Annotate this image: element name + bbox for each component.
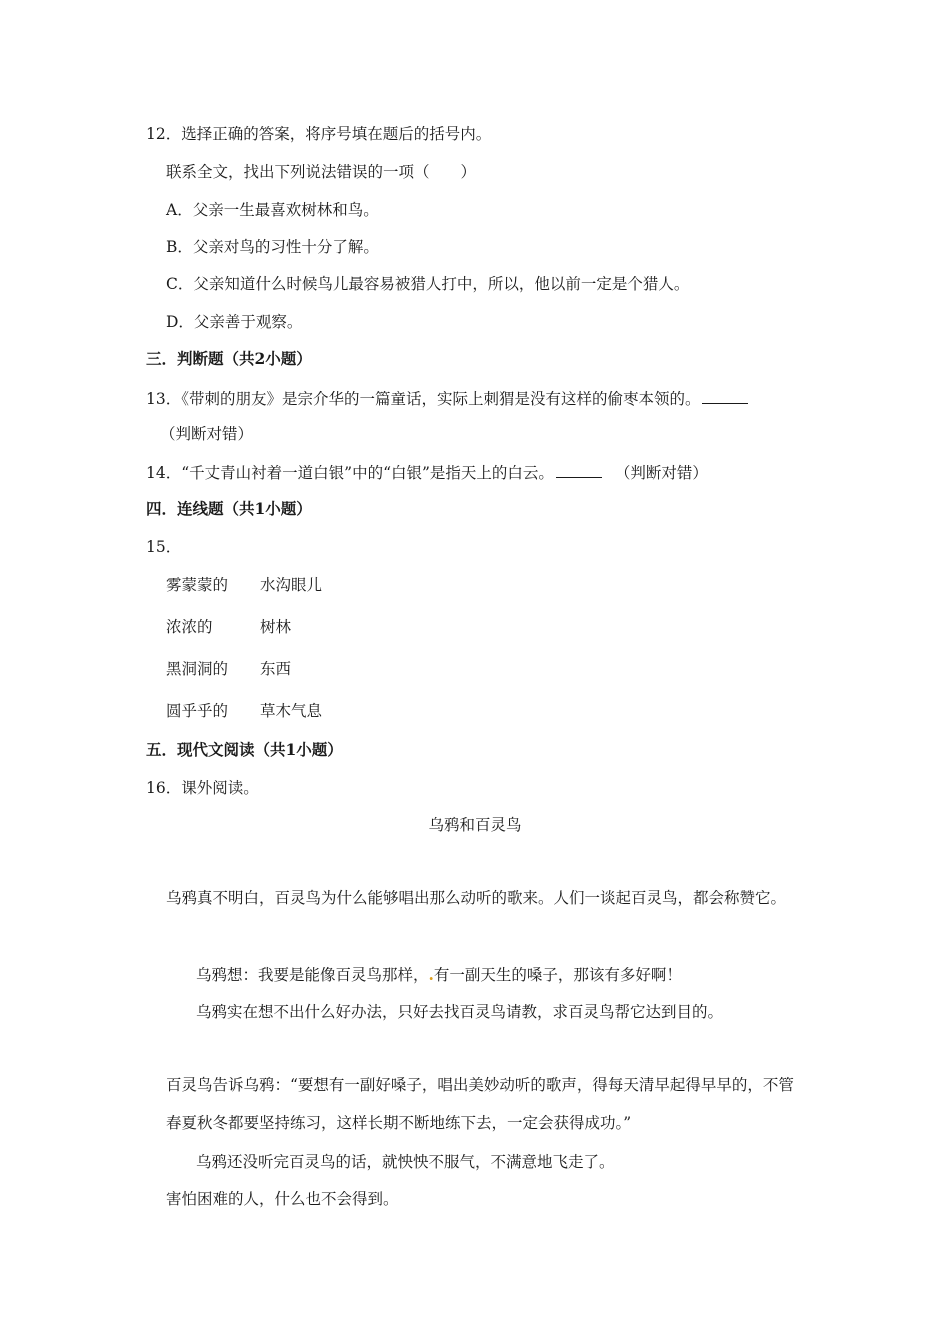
section-5-heading: 五．现代文阅读（共1小题） — [146, 740, 343, 759]
passage-title: 乌鸦和百灵鸟 — [428, 816, 522, 834]
q16-stem: 16．课外阅读。 — [146, 779, 259, 797]
q12-option-d: D．父亲善于观察。 — [166, 313, 303, 331]
match-right-2[interactable]: 树林 — [260, 618, 292, 636]
match-left-1[interactable]: 雾蒙蒙的 — [166, 576, 229, 594]
answer-blank[interactable] — [702, 387, 748, 404]
section-3-heading: 三．判断题（共2小题） — [146, 349, 312, 368]
q14-text — [146, 461, 708, 483]
stray-dot: . — [428, 965, 434, 984]
passage-paragraph-5: 乌鸦还没听完百灵鸟的话，就怏怏不服气，不满意地飞走了。 — [196, 1153, 615, 1171]
q12-option-b: B．父亲对鸟的习性十分了解。 — [166, 238, 379, 256]
passage-paragraph-1: 乌鸦真不明白，百灵鸟为什么能够唱出那么动听的歌来。人们一谈起百灵鸟，都会称赞它。 — [166, 889, 787, 907]
match-right-4[interactable]: 草木气息 — [260, 702, 323, 720]
match-right-1[interactable]: 水沟眼儿 — [260, 576, 323, 594]
q13-stem: 13．《带刺的朋友》是宗介华的一篇童话，实际上刺猬是没有这样的偷枣本领的。 — [146, 390, 701, 408]
passage-paragraph-4: 百灵鸟告诉乌鸦：“要想有一副好嗓子，唱出美妙动听的歌声，得每天清早起得早早的，不管春夏秋冬都要坚持练习，这样长期不断地练下去，一定会获得成功。” — [166, 1076, 794, 1132]
match-right-3[interactable]: 东西 — [260, 660, 292, 678]
answer-blank[interactable] — [556, 461, 602, 478]
passage-paragraph-2 — [196, 965, 682, 985]
passage-paragraph-3: 乌鸦实在想不出什么好办法，只好去找百灵鸟请教，求百灵鸟帮它达到目的。 — [196, 1003, 724, 1021]
q12-stem: 12．选择正确的答案，将序号填在题后的括号内。 — [146, 125, 492, 143]
q12-option-a: A．父亲一生最喜欢树林和鸟。 — [166, 201, 379, 219]
match-left-4[interactable]: 圆乎乎的 — [166, 702, 229, 720]
q14-tail: （判断对错） — [614, 464, 708, 482]
match-left-2[interactable]: 浓浓的 — [166, 618, 213, 636]
p2-part-a: 乌鸦想：我要是能像百灵鸟那样， — [196, 966, 429, 984]
match-left-3[interactable]: 黑洞洞的 — [166, 660, 229, 678]
section-4-heading: 四．连线题（共1小题） — [146, 499, 312, 518]
q13-tail: （判断对错） — [160, 425, 254, 443]
q13-text — [146, 387, 748, 409]
q12-prompt: 联系全文，找出下列说法错误的一项（ ） — [166, 163, 477, 181]
passage-paragraph-6: 害怕困难的人，什么也不会得到。 — [166, 1190, 399, 1208]
q12-option-c: C．父亲知道什么时候鸟儿最容易被猎人打中，所以，他以前一定是个猎人。 — [166, 275, 690, 293]
q15-number: 15． — [146, 538, 182, 556]
p2-part-b: 有一副天生的嗓子，那该有多好啊！ — [433, 966, 682, 984]
q14-stem: 14．“千丈青山衬着一道白银”中的“白银”是指天上的白云。 — [146, 464, 554, 482]
